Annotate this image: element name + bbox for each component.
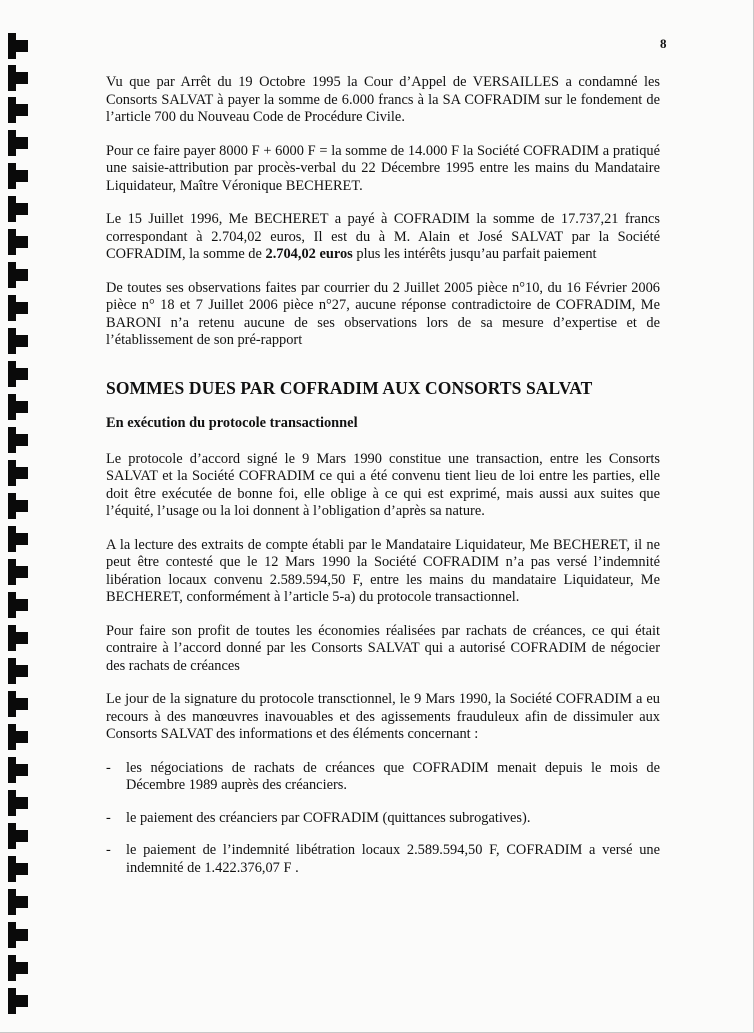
- bold-amount: 2.704,02 euros: [265, 246, 353, 262]
- binding-ring: [8, 896, 28, 908]
- list-item: - les négociations de rachats de créances que COFRADIM menait depuis le mois de Décembre 1989 auprès des créanciers.: [106, 759, 660, 793]
- binding-ring: [8, 962, 28, 974]
- paragraph: A la lecture des extraits de compte établi par le Mandataire Liquidateur, Me BECHERET, il ne peut être contesté que le 12 Mars 1990 la Société COFRADIM n’a pas versé l’indemnité libération locaux convenu 2.589.594,50 F, entre les mains du mandataire Liquidateur, Me BECHERET, conformément à l’article 5-a) du protocole transactionnel.: [106, 536, 660, 605]
- binding-ring: [8, 467, 28, 479]
- binding-ring: [8, 40, 28, 52]
- binding-ring: [8, 764, 28, 776]
- page-number: 8: [660, 36, 667, 51]
- bullet-list: [106, 760, 660, 878]
- binding-ring: [8, 665, 28, 677]
- paragraph: Le jour de la signature du protocole transctionnel, le 9 Mars 1990, la Société COFRADIM a eu recours à des manœuvres inavouables et des agissements frauduleux afin de dissimuler aux Consorts SALVAT des informations et des éléments concernant :: [106, 691, 660, 742]
- binding-ring: [8, 632, 28, 644]
- binding-ring: [8, 269, 28, 281]
- binding-ring: [8, 434, 28, 446]
- binding-ring: [8, 830, 28, 842]
- paragraph: Pour ce faire payer 8000 F + 6000 F = la somme de 14.000 F la Société COFRADIM a pratiqué une saisie-attribution par procès-verbal du 22 Décembre 1995 entre les mains du Mandataire Liquidateur, Maître Véronique BECHERET.: [106, 142, 660, 194]
- binding-ring: [8, 203, 28, 215]
- binding-ring: [8, 170, 28, 182]
- binding-ring: [8, 236, 28, 248]
- paragraph: De toutes ses observations faites par courrier du 2 Juillet 2005 pièce n°10, du 16 Février 2006 pièce n° 18 et 7 Juillet 2006 pièce n°27, aucune réponse contradictoire de COFRADIM, Me BARONI n’a retenu aucune de ses observations lors de sa mesure d’expertise et de l’établissement de son pré-rapport: [106, 279, 660, 348]
- binding-ring: [8, 500, 28, 512]
- list-item: - le paiement des créanciers par COFRADIM (quittances subrogatives).: [106, 809, 531, 826]
- section-title: SOMMES DUES PAR COFRADIM AUX CONSORTS SALVAT: [106, 377, 593, 398]
- binding-ring: [8, 566, 28, 578]
- binding-ring: [8, 797, 28, 809]
- binding-ring: [8, 72, 28, 84]
- binding-ring: [8, 335, 28, 347]
- binding-ring: [8, 401, 28, 413]
- list-item: - le paiement de l’indemnité libétration locaux 2.589.594,50 F, COFRADIM a versé une indemnité de 1.422.376,07 F .: [106, 842, 660, 876]
- binding-ring: [8, 104, 28, 116]
- binding-ring: [8, 599, 28, 611]
- binding-ring: [8, 995, 28, 1007]
- spiral-binding: [0, 0, 40, 1033]
- binding-ring: [8, 533, 28, 545]
- subsection-title: En exécution du protocole transactionnel: [106, 415, 358, 431]
- binding-ring: [8, 302, 28, 314]
- binding-ring: [8, 698, 28, 710]
- paragraph: Pour faire son profit de toutes les économies réalisées par rachats de créances, ce qui était contraire à l’accord donné par les Consorts SALVAT qui a autorisé COFRADIM de négocier des rachats de créances: [106, 622, 660, 674]
- binding-ring: [8, 929, 28, 941]
- binding-ring: [8, 137, 28, 149]
- paragraph: Le 15 Juillet 1996, Me BECHERET a payé à COFRADIM la somme de 17.737,21 francs correspondant à 2.704,02 euros, Il est du à M. Alain et José SALVAT par la Société COFRADIM, la somme de 2.704,02 euros plus les intérêts jusqu’au parfait paiement: [106, 211, 660, 262]
- paragraph: Le protocole d’accord signé le 9 Mars 1990 constitue une transaction, entre les Consorts SALVAT et la Société COFRADIM ce qui a été convenu tient lieu de loi entre les parties, elle doit être exécutée de bonne foi, elle oblige à ce qui est exprimé, mais aussi aux suites que l’équité, l’usage ou la loi donnent à l’obligation d’après sa nature.: [106, 450, 660, 519]
- binding-ring: [8, 368, 28, 380]
- paragraph: Vu que par Arrêt du 19 Octobre 1995 la Cour d’Appel de VERSAILLES a condamné les Consorts SALVAT à payer la somme de 6.000 francs à la SA COFRADIM sur le fondement de l’article 700 du Nouveau Code de Procédure Civile.: [106, 74, 660, 125]
- binding-ring: [8, 863, 28, 875]
- binding-ring: [8, 731, 28, 743]
- document-body: [106, 74, 660, 892]
